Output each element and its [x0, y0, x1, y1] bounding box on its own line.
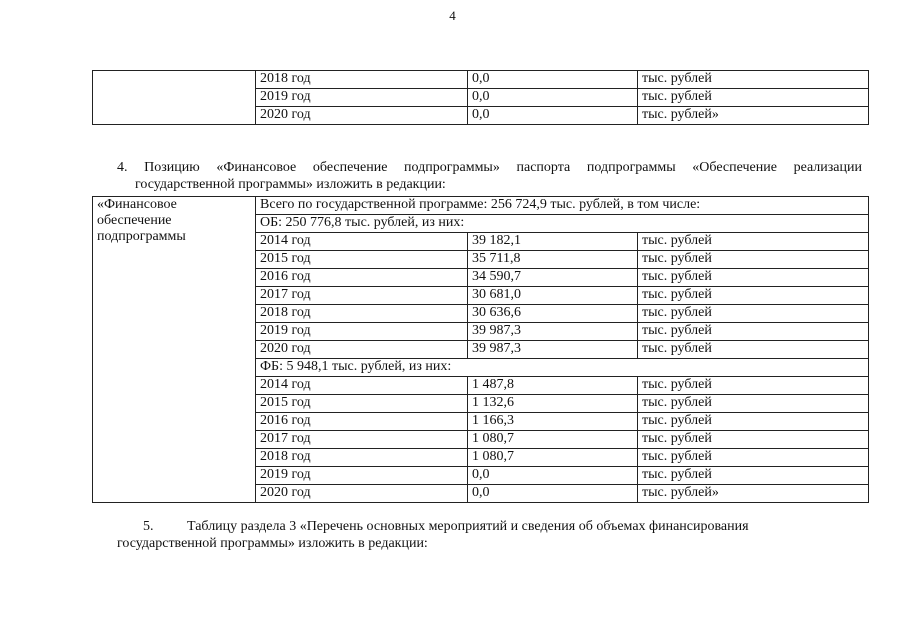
value-cell: 35 711,8: [468, 251, 638, 269]
value-cell: 0,0: [468, 485, 638, 503]
year-cell: 2019 год: [256, 467, 468, 485]
year-cell: 2017 год: [256, 431, 468, 449]
year-cell: 2019 год: [256, 89, 468, 107]
paragraph-5-line-2: государственной программы» изложить в редакции:: [117, 536, 428, 551]
value-cell: 1 166,3: [468, 413, 638, 431]
value-cell: 1 132,6: [468, 395, 638, 413]
unit-cell: тыс. рублей: [638, 233, 869, 251]
value-cell: 1 080,7: [468, 431, 638, 449]
ob-header-cell: ОБ: 250 776,8 тыс. рублей, из них:: [256, 215, 869, 233]
value-cell: 0,0: [468, 71, 638, 89]
value-cell: 34 590,7: [468, 269, 638, 287]
year-cell: 2018 год: [256, 449, 468, 467]
unit-cell: тыс. рублей»: [638, 485, 869, 503]
year-cell: 2015 год: [256, 251, 468, 269]
unit-cell: тыс. рублей: [638, 251, 869, 269]
value-cell: 39 987,3: [468, 323, 638, 341]
value-cell: 0,0: [468, 467, 638, 485]
financing-table: [92, 196, 869, 503]
value-cell: 1 080,7: [468, 449, 638, 467]
year-cell: 2020 год: [256, 485, 468, 503]
year-cell: 2019 год: [256, 323, 468, 341]
value-cell: 0,0: [468, 89, 638, 107]
unit-cell: тыс. рублей: [638, 71, 869, 89]
value-cell: 0,0: [468, 107, 638, 125]
paragraph-5-number: 5.: [143, 519, 154, 534]
page-number: 4: [449, 8, 456, 23]
total-cell: Всего по государственной программе: 256 724,9 тыс. рублей, в том числе:: [256, 197, 869, 215]
unit-cell: тыс. рублей: [638, 449, 869, 467]
fb-header-cell: ФБ: 5 948,1 тыс. рублей, из них:: [256, 359, 869, 377]
value-cell: 39 182,1: [468, 233, 638, 251]
value-cell: 1 487,8: [468, 377, 638, 395]
unit-cell: тыс. рублей: [638, 431, 869, 449]
year-cell: 2014 год: [256, 233, 468, 251]
value-cell: 30 636,6: [468, 305, 638, 323]
year-cell: 2020 год: [256, 107, 468, 125]
unit-cell: тыс. рублей: [638, 305, 869, 323]
position-label-cell: [93, 197, 256, 503]
unit-cell: тыс. рублей: [638, 413, 869, 431]
table-row: [93, 197, 869, 215]
position-label-line: «Финансовое: [97, 197, 177, 212]
unit-cell: тыс. рублей: [638, 287, 869, 305]
year-cell: 2018 год: [256, 71, 468, 89]
year-cell: 2015 год: [256, 395, 468, 413]
year-cell: 2020 год: [256, 341, 468, 359]
value-cell: 30 681,0: [468, 287, 638, 305]
year-cell: 2016 год: [256, 269, 468, 287]
paragraph-4: [117, 159, 862, 193]
position-label-line: обеспечение: [97, 213, 172, 228]
year-cell: 2016 год: [256, 413, 468, 431]
blank-label-cell: [93, 71, 256, 125]
table-row: [93, 71, 869, 89]
paragraph-4-line-2: государственной программы» изложить в редакции:: [135, 177, 446, 192]
paragraph-5: [117, 518, 862, 552]
year-cell: 2018 год: [256, 305, 468, 323]
unit-cell: тыс. рублей: [638, 377, 869, 395]
top-table: [92, 70, 869, 125]
unit-cell: тыс. рублей: [638, 467, 869, 485]
unit-cell: тыс. рублей: [638, 323, 869, 341]
value-cell: 39 987,3: [468, 341, 638, 359]
year-cell: 2017 год: [256, 287, 468, 305]
unit-cell: тыс. рублей: [638, 341, 869, 359]
unit-cell: тыс. рублей»: [638, 107, 869, 125]
unit-cell: тыс. рублей: [638, 395, 869, 413]
position-label-line: подпрограммы: [97, 229, 186, 244]
unit-cell: тыс. рублей: [638, 269, 869, 287]
unit-cell: тыс. рублей: [638, 89, 869, 107]
paragraph-5-text: Таблицу раздела 3 «Перечень основных мероприятий и сведения об объемах финансирования: [187, 519, 749, 534]
paragraph-4-line-1: 4. Позицию «Финансовое обеспечение подпрограммы» паспорта подпрограммы «Обеспечение реализации: [117, 160, 862, 175]
paragraph-5-line-1: [117, 518, 862, 535]
year-cell: 2014 год: [256, 377, 468, 395]
